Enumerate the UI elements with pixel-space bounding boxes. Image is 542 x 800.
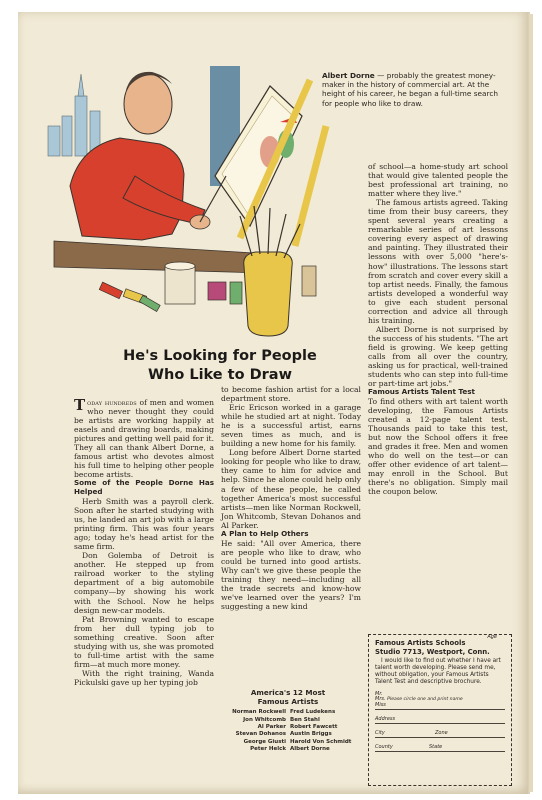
artist-name: George Giusti	[243, 738, 286, 745]
salutation-mr[interactable]: Mr.	[375, 690, 383, 697]
artists-title-1: America's 12 Most	[250, 688, 326, 697]
artist-name: Ben Stahl	[290, 716, 320, 723]
artists-title-2: Famous Artists	[257, 696, 319, 706]
paragraph	[74, 398, 214, 479]
coupon-text: I would like to find out whether I have art talent worth developing. Please send me, without obligation, your Famous Artists Talent Test and descriptive brochure.	[375, 658, 501, 686]
address-label: Address	[375, 716, 396, 723]
city-skyline	[48, 74, 100, 156]
paragraph: Pat Browning wanted to escape from her dull typing job to something creative. Soon after studying with us, she was promoted to full-time artist with the same firm—at much more money.	[74, 614, 214, 669]
address-line[interactable]	[375, 723, 505, 724]
paragraph: Long before Albert Dorne started looking for people who like to draw, they came to him for advice and help. Since he alone could help only a few of these people, he called together America's most successful artists—men like Norman Rockwell, Jon Whitcomb, Stevan Dohanos and Al Parker.	[221, 448, 361, 530]
artist-name: Albert Dorne	[290, 746, 330, 753]
name-line[interactable]	[375, 709, 505, 710]
artist-name: Fred Ludekens	[290, 709, 336, 716]
artist-illustration	[40, 56, 340, 346]
caption-name: Albert Dorne	[322, 71, 375, 80]
headline-line-1: He's Looking for People	[123, 348, 317, 364]
artists-grid	[218, 709, 358, 753]
artist-name: Peter Helck	[250, 746, 286, 753]
zone-label: Zone	[435, 730, 448, 737]
headline	[70, 347, 370, 385]
artist-name: Al Parker	[257, 724, 286, 730]
artist-name: Stevan Dohanos	[235, 731, 286, 738]
paragraph: Albert Dorne is not surprised by the success of his students. "The art field is growing. We keep getting calls from all over the country, asking us for practical, well-trained students who can step into full-time or part-time art jobs."	[368, 324, 508, 389]
subheading: Some of the People Dorne Has Helped	[74, 478, 214, 497]
paragraph: He said: "All over America, there are people who like to draw, who could be turned into good artists. Why can't we give these people the training they need—including all the trade secrets and know-how we've learned over the years? I'm suggesting a new kind	[221, 538, 361, 611]
lead-in: oday hundreds	[87, 398, 137, 407]
coupon-title-1: Famous Artists Schools	[375, 639, 466, 647]
city-row[interactable]	[375, 730, 505, 738]
county-row[interactable]	[375, 744, 505, 752]
city-line[interactable]	[375, 737, 505, 738]
county-label: County	[375, 744, 393, 751]
article-column-3	[368, 162, 508, 496]
paragraph-text: of men and women who never thought they could be artists are working happily at easels and drawing boards, making pictures and getting well paid for it. They all can thank Albert Dorne, a famous artist who devotes almost his full time to helping other people become artists.	[74, 398, 214, 480]
county-line[interactable]	[375, 751, 505, 752]
paragraph: To find others with art talent worth developing, the Famous Artists created a 12-page talent test. Thousands paid to take this test, but now the School offers it free and grades it free. Men and women who do well on the test—or can offer other evidence of art talent—may enroll in the School. But there's no obligation. Simply mail the coupon below.	[368, 396, 508, 497]
subheading: A Plan to Help Others	[221, 528, 309, 538]
artist-name: Harold Von Schmidt	[290, 738, 352, 745]
artist-name: Robert Fawcett	[290, 724, 338, 730]
paragraph: The famous artists agreed. Taking time from their busy careers, they spent several years creating a remarkable series of art lessons covering every aspect of drawing and painting. They illustrated their lessons with over 5,000 "here's-how" illustrations. The lessons start from scratch and cover every skill a top artist needs. Finally, the famous artists developed a wonderful way to give each student personal correction and advice all through his training.	[368, 198, 508, 325]
paragraph: Eric Ericson worked in a garage while he studied art at night. Today he is a successful artist, earns seven times as much, and is building a new home for his family.	[221, 403, 361, 449]
article-column-2	[221, 385, 361, 611]
paragraph: to become fashion artist for a local department store.	[221, 385, 361, 404]
caption-text: — probably the greatest money-maker in the history of commercial art. At the height of his career, he began a full-time search for people who like to draw.	[322, 71, 498, 108]
address-row[interactable]	[375, 716, 505, 724]
artist-name: Jon Whitcomb	[243, 716, 286, 723]
headline-line-2: Who Like to Draw	[148, 367, 292, 383]
artist-name: Norman Rockwell	[232, 709, 286, 716]
salutation-miss[interactable]: Miss	[375, 701, 386, 708]
salutation-mrs[interactable]: Mrs.	[375, 696, 386, 703]
paragraph: of school—a home-study art school that would give talented people the best professional art training, no matter where they live."	[368, 162, 508, 199]
paragraph: With the right training, Wanda Pickulski gave up her typing job	[74, 668, 214, 687]
page-edge	[529, 14, 533, 792]
state-label: State	[429, 744, 443, 751]
city-label: City	[375, 730, 385, 737]
illustration-caption	[322, 71, 510, 108]
artist-name: Austin Briggs	[290, 731, 332, 738]
famous-artists-list	[218, 689, 358, 763]
paragraph: Don Golemba of Detroit is another. He stepped up from railroad worker to the styling department of a big automobile company—by showing his work with the School. Now he helps design new-car models.	[74, 551, 214, 615]
name-hint: Please circle one and print name	[387, 697, 463, 703]
paragraph: Herb Smith was a payroll clerk. Soon after he started studying with us, he landed an art job with a large printing firm. This was four years ago; today he's head artist for the same firm.	[74, 497, 214, 552]
mail-in-coupon[interactable]	[368, 634, 512, 786]
age-label: Age	[487, 634, 497, 640]
article-column-1	[74, 398, 214, 687]
coupon-title-2: Studio 7713, Westport, Conn.	[375, 647, 490, 656]
subheading: Famous Artists Talent Test	[368, 387, 475, 397]
drop-cap: T	[74, 396, 86, 414]
